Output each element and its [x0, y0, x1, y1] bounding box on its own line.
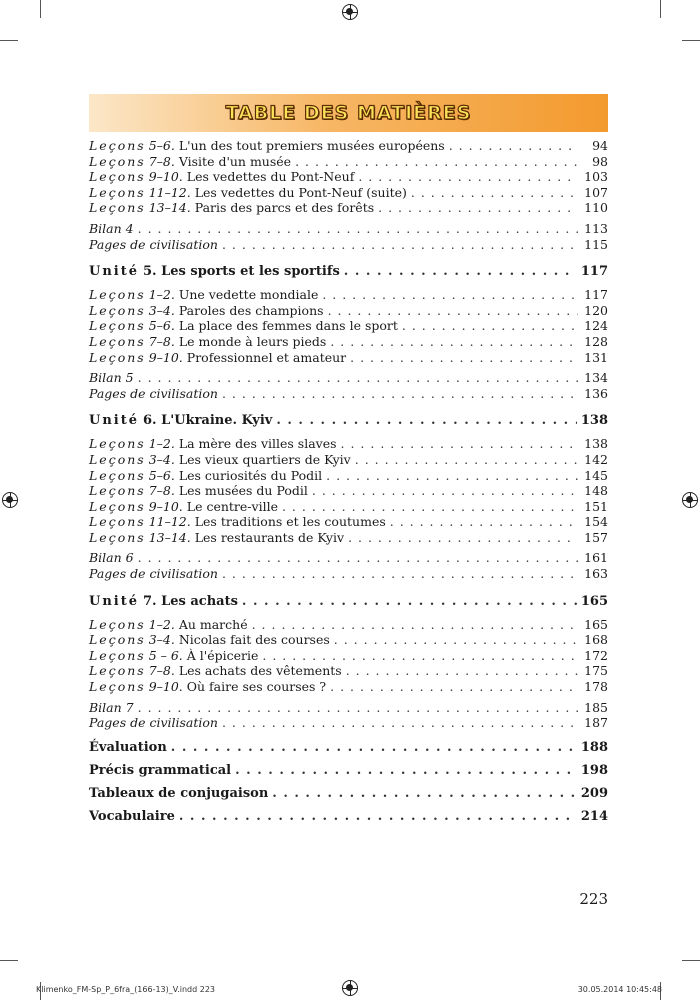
leader-dots — [312, 483, 578, 499]
lesson-group — [89, 617, 608, 731]
entry-page: 128 — [584, 333, 608, 349]
unit-title: 6. L'Ukraine. Kyiv — [143, 413, 273, 429]
leader-dots — [411, 185, 578, 201]
entry-title: La mère des villes slaves — [178, 436, 337, 452]
page-title: TABLE DES MATIÈRES — [225, 102, 472, 124]
entry-page: 117 — [584, 287, 608, 303]
leader-dots — [242, 592, 577, 612]
entry-title: Évaluation — [89, 739, 167, 755]
entry-page: 103 — [584, 169, 608, 185]
leader-dots — [330, 679, 578, 695]
toc-entry-civilisation[interactable] — [89, 566, 608, 582]
leader-dots — [402, 318, 578, 334]
entry-page: 157 — [584, 529, 608, 545]
entry-title: Le centre-ville — [186, 498, 278, 514]
entry-page: 165 — [580, 593, 608, 609]
leader-dots — [358, 169, 578, 185]
leader-dots — [252, 617, 578, 633]
entry-page: 136 — [584, 385, 608, 401]
leader-dots — [138, 370, 578, 386]
entry-page: 187 — [584, 715, 608, 731]
entry-title: Bilan 7 — [89, 699, 134, 715]
toc-unit-7[interactable]: Unité 7. Les achats . . . 165 — [89, 592, 608, 612]
entry-title: Les curiosités du Podil — [178, 467, 323, 483]
leader-dots — [138, 700, 578, 716]
entry-title: Les vedettes du Pont-Neuf (suite) — [194, 184, 407, 200]
lesson-group — [89, 436, 608, 581]
toc-entry[interactable]: Leçons 7–8. Les musées du Podil . . . 148 — [89, 483, 608, 499]
entry-page: 113 — [584, 220, 608, 236]
crop-mark — [682, 40, 700, 41]
entry-page: 117 — [580, 264, 608, 280]
crop-mark — [0, 40, 18, 41]
crop-mark — [40, 0, 41, 18]
toc-entry-civilisation[interactable] — [89, 386, 608, 402]
toc-entry-civilisation[interactable] — [89, 237, 608, 253]
entry-title: La place des femmes dans le sport — [178, 318, 398, 334]
crop-mark — [682, 960, 700, 961]
leader-dots — [222, 566, 578, 582]
entry-page: 214 — [580, 808, 608, 824]
entry-page: 110 — [584, 200, 608, 216]
entry-title: Les traditions et les coutumes — [194, 514, 386, 530]
entry-page: 185 — [584, 699, 608, 715]
entry-page: 161 — [584, 550, 608, 566]
entry-page: 94 — [592, 138, 608, 153]
toc-entry[interactable]: Leçons 9–10. Où faire ses courses ? . . . 178 — [89, 679, 608, 695]
entry-title: Une vedette mondiale — [178, 287, 319, 303]
toc-entry[interactable]: Leçons 5 – 6. À l'épicerie . . . 172 — [89, 648, 608, 664]
leader-dots — [334, 632, 578, 648]
leader-dots — [262, 648, 578, 664]
entry-page: 138 — [580, 413, 608, 429]
leader-dots — [222, 386, 578, 402]
leader-dots — [390, 514, 578, 530]
leader-dots — [138, 221, 578, 237]
toc-entry-bilan[interactable] — [89, 370, 608, 386]
leader-dots — [322, 287, 578, 303]
toc-entry[interactable]: Leçons 13–14. Les restaurants de Kyiv . . . 157 — [89, 530, 608, 546]
entry-title: Tableaux de conjugaison — [89, 785, 269, 801]
unit-title: 7. Les achats — [143, 593, 238, 609]
entry-title: L'un des tout premiers musées européens — [178, 138, 445, 153]
lesson-group — [89, 138, 608, 252]
entry-title: Bilan 4 — [89, 220, 134, 236]
toc-precis-grammatical[interactable] — [89, 759, 608, 782]
entry-page: 148 — [584, 483, 608, 499]
toc-vocabulaire[interactable] — [89, 805, 608, 828]
entry-title: Paroles des champions — [178, 302, 324, 318]
registration-mark-icon — [2, 492, 18, 508]
registration-mark-icon — [342, 4, 358, 20]
entry-title: Au marché — [178, 616, 248, 632]
entry-page: 134 — [584, 370, 608, 386]
entry-title: Bilan 6 — [89, 550, 134, 566]
entry-page: 151 — [584, 498, 608, 514]
toc-entry-bilan[interactable] — [89, 550, 608, 566]
entry-page: 107 — [584, 184, 608, 200]
entry-page: 168 — [584, 632, 608, 648]
entry-title: Pages de civilisation — [89, 385, 218, 401]
leader-dots — [348, 530, 578, 546]
entry-title: Pages de civilisation — [89, 236, 218, 252]
toc-entry[interactable]: Leçons 9–10. Les vedettes du Pont-Neuf . . . 103 — [89, 169, 608, 185]
entry-page: 124 — [584, 318, 608, 334]
leader-dots — [341, 436, 578, 452]
entry-title: Les vieux quartiers de Kyiv — [178, 451, 351, 467]
toc-unit-6[interactable]: Unité 6. L'Ukraine. Kyiv . . . 138 — [89, 411, 608, 431]
leader-dots — [138, 550, 578, 566]
entry-page: 165 — [584, 616, 608, 632]
entry-page: 178 — [584, 679, 608, 695]
entry-title: À l'épicerie — [186, 647, 259, 663]
leader-dots — [171, 736, 577, 759]
entry-title: Où faire ses courses ? — [186, 679, 327, 695]
toc-entry[interactable]: Leçons 9–10. Professionnel et amateur . . . 131 — [89, 350, 608, 366]
registration-mark-icon — [682, 492, 698, 508]
leader-dots — [378, 200, 578, 216]
entry-page: 138 — [584, 436, 608, 452]
registration-mark-icon — [342, 980, 358, 996]
footer-file: Klimenko_FM-Sp_P_6fra_(166-13)_V.indd 223 — [36, 985, 216, 994]
entry-page: 142 — [584, 451, 608, 467]
leader-dots — [276, 411, 577, 431]
entry-page: 172 — [584, 647, 608, 663]
page-number: 223 — [579, 890, 608, 908]
toc-entry[interactable]: Leçons 5–6. La place des femmes dans le sport . . . 124 — [89, 318, 608, 334]
leader-dots — [282, 499, 578, 515]
toc-entry-civilisation[interactable] — [89, 715, 608, 731]
toc-entry[interactable]: Leçons 11–12. Les vedettes du Pont-Neuf (suite) . . . 107 — [89, 185, 608, 201]
toc-entry[interactable]: Leçons 3–4. Nicolas fait des courses . . . 168 — [89, 632, 608, 648]
leader-dots — [222, 715, 578, 731]
footer-date: 30.05.2014 10:45:48 — [577, 985, 662, 994]
toc-entry-bilan[interactable] — [89, 221, 608, 237]
leader-dots — [355, 452, 578, 468]
leader-dots — [222, 237, 578, 253]
entry-title: Les vedettes du Pont-Neuf — [186, 169, 355, 185]
leader-dots — [449, 138, 578, 154]
entry-title: Professionnel et amateur — [186, 349, 347, 365]
entry-title: Vocabulaire — [89, 808, 175, 824]
toc-entry[interactable]: Leçons 11–12. Les traditions et les coutumes . . . 154 — [89, 514, 608, 530]
entry-title: Visite d'un musée — [178, 153, 292, 169]
leader-dots — [330, 334, 578, 350]
entry-title: Pages de civilisation — [89, 566, 218, 582]
crop-mark — [0, 960, 18, 961]
entry-title: Les achats des vêtements — [178, 663, 342, 679]
toc-entry[interactable]: Leçons 13–14. Paris des parcs et des forêts . . . 110 — [89, 200, 608, 216]
entry-title: Nicolas fait des courses — [178, 632, 330, 648]
leader-dots — [295, 154, 578, 170]
toc-entry[interactable]: Leçons 3–4. Les vieux quartiers de Kyiv . . . 142 — [89, 452, 608, 468]
leader-dots — [346, 663, 578, 679]
leader-dots — [179, 805, 577, 828]
entry-page: 145 — [584, 467, 608, 483]
entry-page: 198 — [580, 762, 608, 778]
entry-page: 120 — [584, 302, 608, 318]
leader-dots — [344, 262, 577, 282]
leader-dots — [272, 782, 577, 805]
toc-entry[interactable]: Leçons 7–8. Les achats des vêtements . . . 175 — [89, 663, 608, 679]
lesson-group — [89, 287, 608, 401]
title-banner — [89, 94, 608, 132]
entry-page: 188 — [580, 739, 608, 755]
entry-title: Bilan 5 — [89, 370, 134, 386]
leader-dots — [235, 759, 577, 782]
entry-page: 154 — [584, 514, 608, 530]
entry-title: Les musées du Podil — [178, 483, 308, 499]
table-of-contents — [89, 138, 608, 828]
entry-page: 175 — [584, 663, 608, 679]
unit-title: 5. Les sports et les sportifs — [143, 264, 340, 280]
entry-title: Paris des parcs et des forêts — [194, 200, 375, 216]
toc-entry[interactable]: Leçons 1–2. La mère des villes slaves . . . 138 — [89, 436, 608, 452]
toc-entry-bilan[interactable] — [89, 700, 608, 716]
toc-entry[interactable]: Leçons 1–2. Une vedette mondiale . . . 117 — [89, 287, 608, 303]
toc-entry[interactable]: Leçons 1–2. Au marché . . . 165 — [89, 617, 608, 633]
entry-title: Le monde à leurs pieds — [178, 333, 327, 349]
entry-title: Pages de civilisation — [89, 715, 218, 731]
entry-title: Les restaurants de Kyiv — [194, 529, 345, 545]
leader-dots — [328, 303, 578, 319]
toc-unit-5[interactable]: Unité 5. Les sports et les sportifs . . . 117 — [89, 262, 608, 282]
entry-page: 131 — [584, 349, 608, 365]
toc-entry[interactable]: Leçons 7–8. Visite d'un musée . . . 98 — [89, 154, 608, 170]
entry-page: 209 — [580, 785, 608, 801]
entry-page: 98 — [592, 153, 608, 169]
toc-entry[interactable]: Leçons 7–8. Le monde à leurs pieds . . . 128 — [89, 334, 608, 350]
toc-entry[interactable]: Leçons 5–6. L'un des tout premiers musées européens . . . 94 — [89, 138, 608, 154]
entry-title: Précis grammatical — [89, 762, 232, 778]
toc-entry[interactable]: Leçons 5–6. Les curiosités du Podil . . . 145 — [89, 468, 608, 484]
toc-entry[interactable]: Leçons 9–10. Le centre-ville . . . 151 — [89, 499, 608, 515]
toc-tableaux-de-conjugaison[interactable] — [89, 782, 608, 805]
entry-page: 115 — [584, 236, 608, 252]
toc-evaluation[interactable] — [89, 736, 608, 759]
crop-mark — [660, 0, 661, 18]
entry-page: 163 — [584, 566, 608, 582]
leader-dots — [326, 468, 578, 484]
toc-entry[interactable]: Leçons 3–4. Paroles des champions . . . 120 — [89, 303, 608, 319]
leader-dots — [350, 350, 578, 366]
